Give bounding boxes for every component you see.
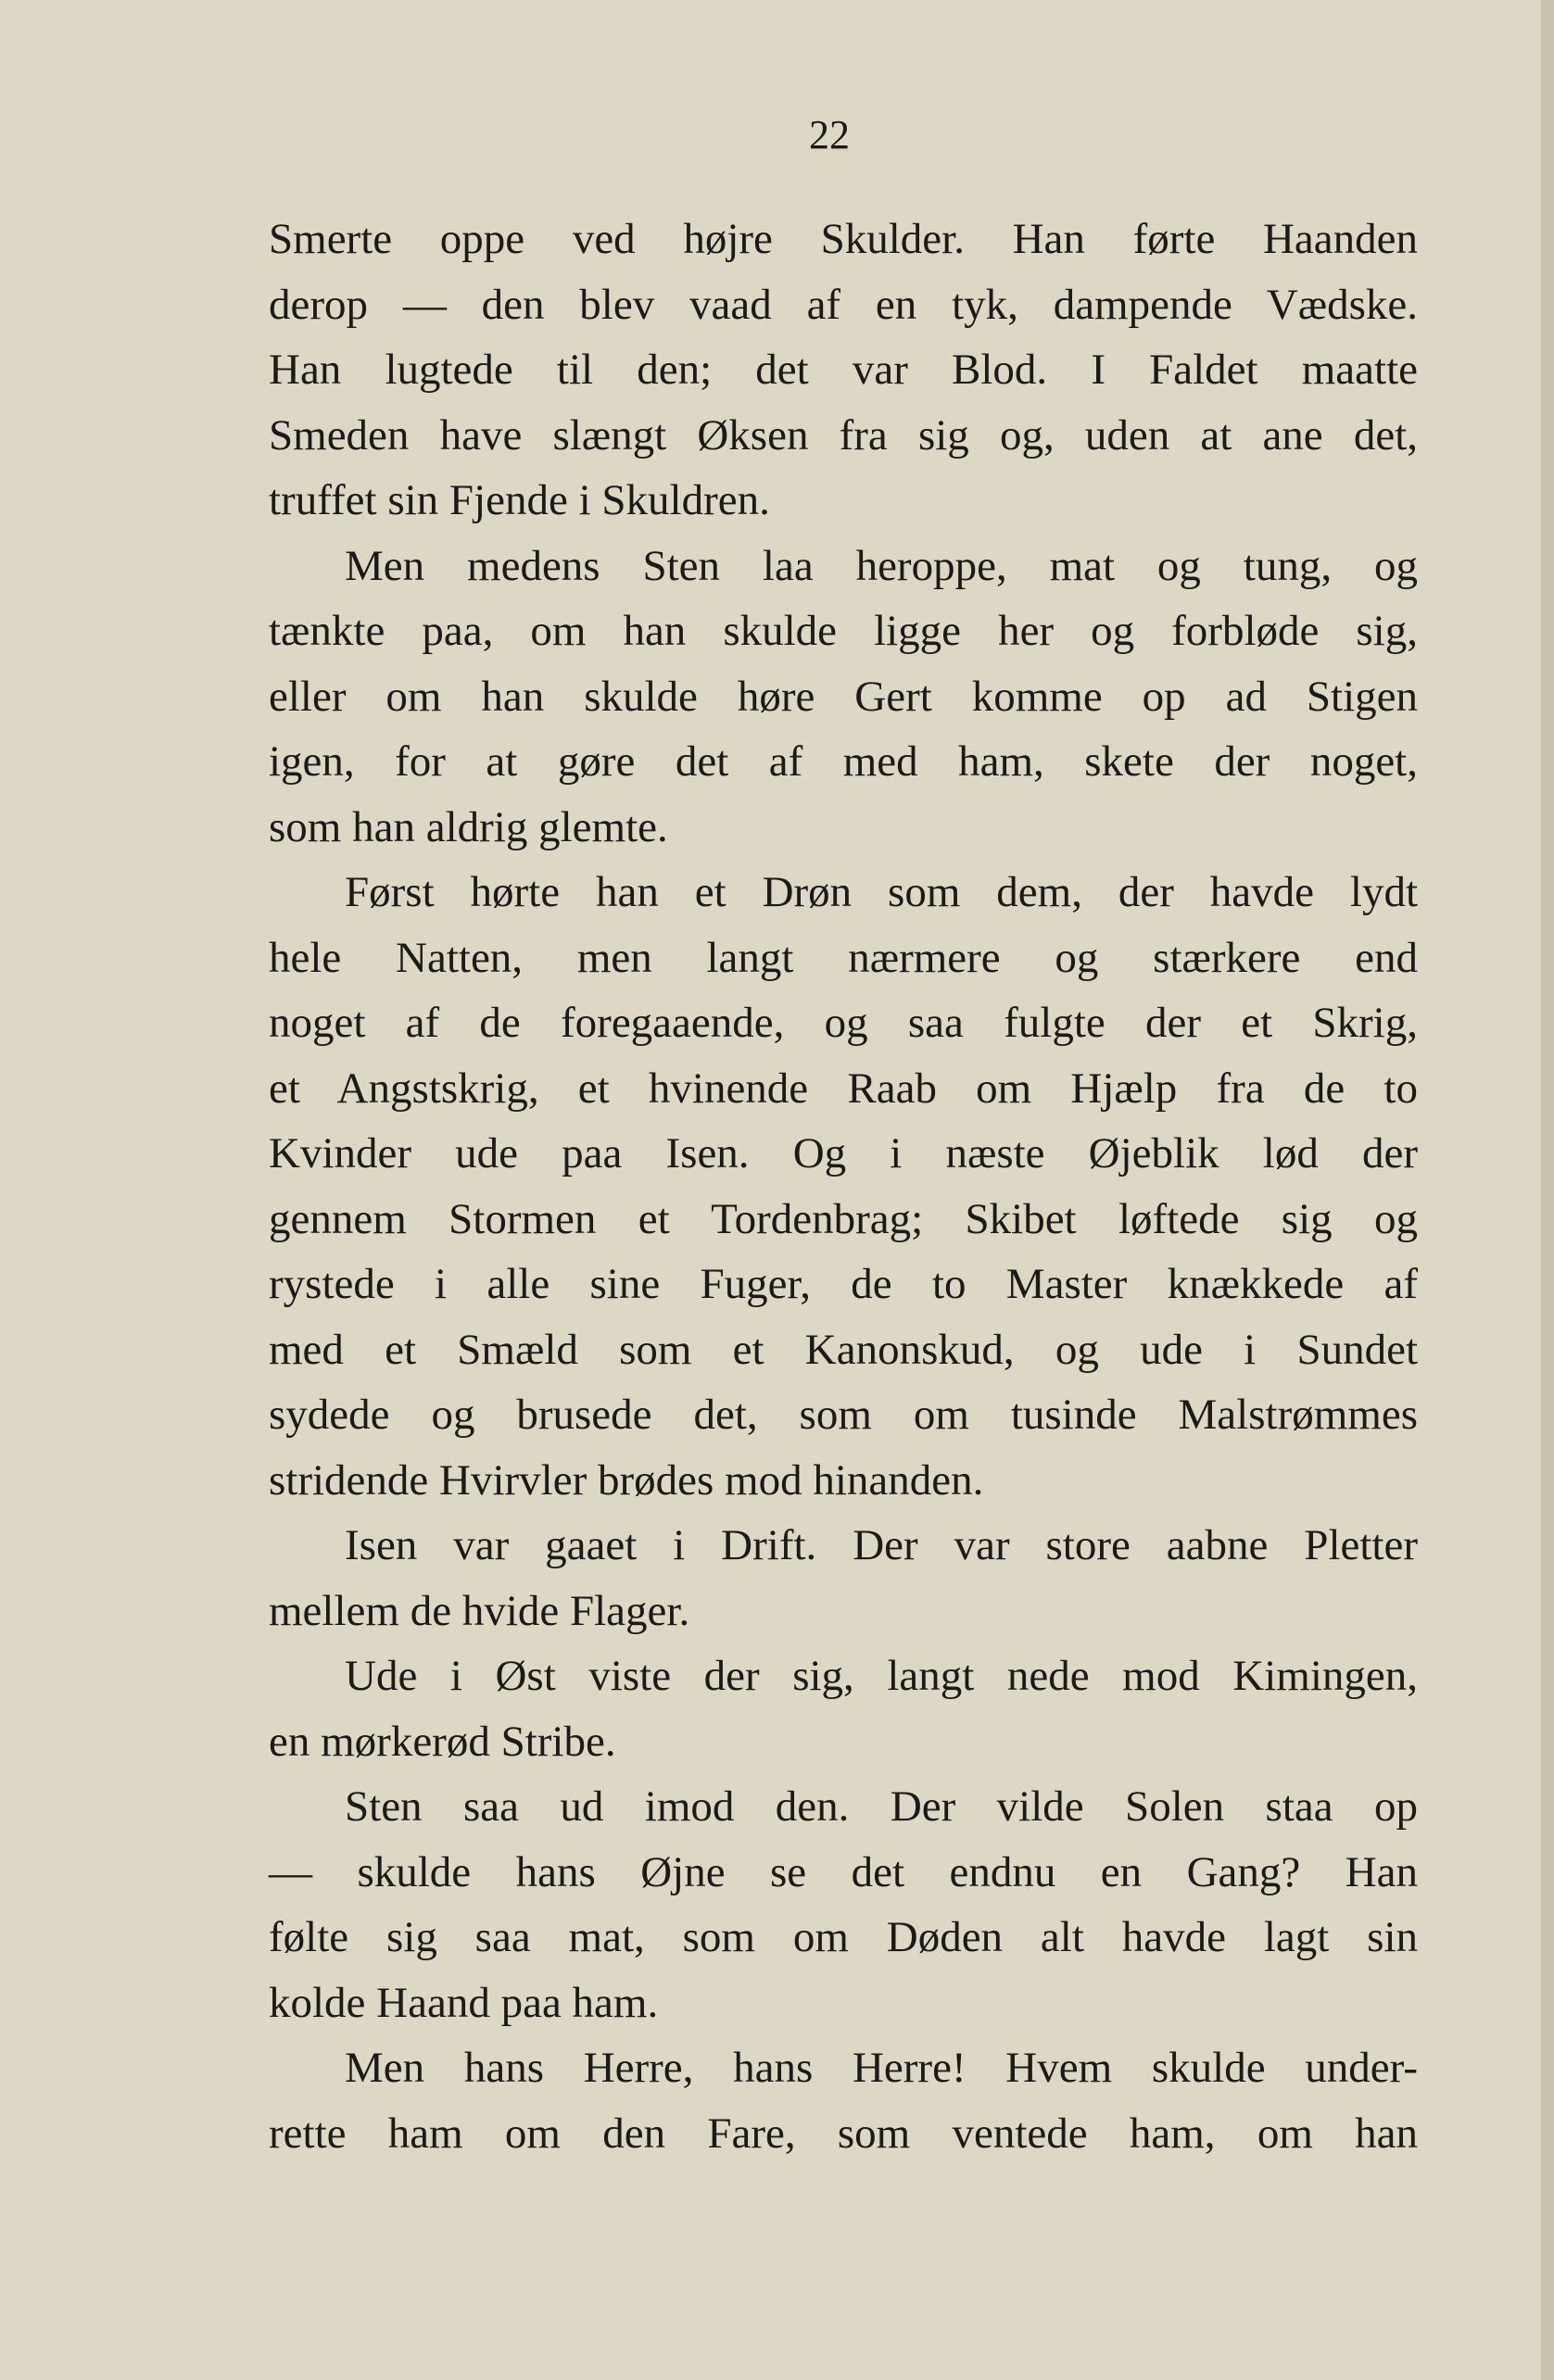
paragraph-start-line: Først hørte han et Drøn som dem, der havde lydt <box>345 868 1418 916</box>
text-line: følte sig saa mat, som om Døden alt havde lagt sin <box>269 1913 1418 1961</box>
paragraph-start-line: Ude i Øst viste der sig, langt nede mod Kimingen, <box>345 1652 1418 1700</box>
text-line: en mørkerød Stribe. <box>269 1717 616 1766</box>
page-number: 22 <box>809 112 850 157</box>
text-line: tænkte paa, om han skulde ligge her og forbløde sig, <box>269 607 1418 655</box>
paragraph-start-line: Men hans Herre, hans Herre! Hvem skulde under- <box>345 2044 1418 2092</box>
page-edge <box>1541 0 1554 2380</box>
body-text <box>269 207 1418 2166</box>
text-line: sydede og brusede det, som om tusinde Malstrømmes <box>269 1391 1418 1439</box>
paragraph-start-line: Isen var gaaet i Drift. Der var store aabne Pletter <box>345 1521 1418 1569</box>
text-line: Han lugtede til den; det var Blod. I Faldet maatte <box>269 346 1418 394</box>
text-line: med et Smæld som et Kanonskud, og ude i Sundet <box>269 1325 1418 1374</box>
text-line: rette ham om den Fare, som ventede ham, om han <box>269 2109 1418 2158</box>
text-line: som han aldrig glemte. <box>269 802 668 851</box>
text-line: gennem Stormen et Tordenbrag; Skibet løftede sig og <box>269 1194 1418 1243</box>
text-line: Smerte oppe ved højre Skulder. Han førte Haanden <box>269 215 1418 263</box>
text-line: noget af de foregaaende, og saa fulgte der et Skrig, <box>269 999 1418 1047</box>
text-line: — skulde hans Øjne se det endnu en Gang? Han <box>269 1847 1418 1896</box>
text-line: hele Natten, men langt nærmere og stærkere end <box>269 933 1418 982</box>
text-line: et Angstskrig, et hvinende Raab om Hjælp fra de to <box>269 1064 1418 1113</box>
text-line: igen, for at gøre det af med ham, skete der noget, <box>269 737 1418 786</box>
text-line: stridende Hvirvler brødes mod hinanden. <box>269 1455 984 1505</box>
text-line: Smeden have slængt Øksen fra sig og, uden at ane det, <box>269 410 1418 460</box>
text-line: truffet sin Fjende i Skuldren. <box>269 476 770 524</box>
text-line: derop — den blev vaad af en tyk, dampende Vædske. <box>269 280 1418 329</box>
text-line: mellem de hvide Flager. <box>269 1586 690 1635</box>
text-line: eller om han skulde høre Gert komme op ad Stigen <box>269 672 1418 721</box>
text-line: rystede i alle sine Fuger, de to Master knækkede af <box>269 1260 1418 1308</box>
paragraph-start-line: Sten saa ud imod den. Der vilde Solen staa op <box>345 1782 1418 1831</box>
paragraph-start-line: Men medens Sten laa heroppe, mat og tung, og <box>345 541 1418 590</box>
text-line: Kvinder ude paa Isen. Og i næste Øjeblik lød der <box>269 1129 1418 1177</box>
text-line: kolde Haand paa ham. <box>269 1978 659 2027</box>
